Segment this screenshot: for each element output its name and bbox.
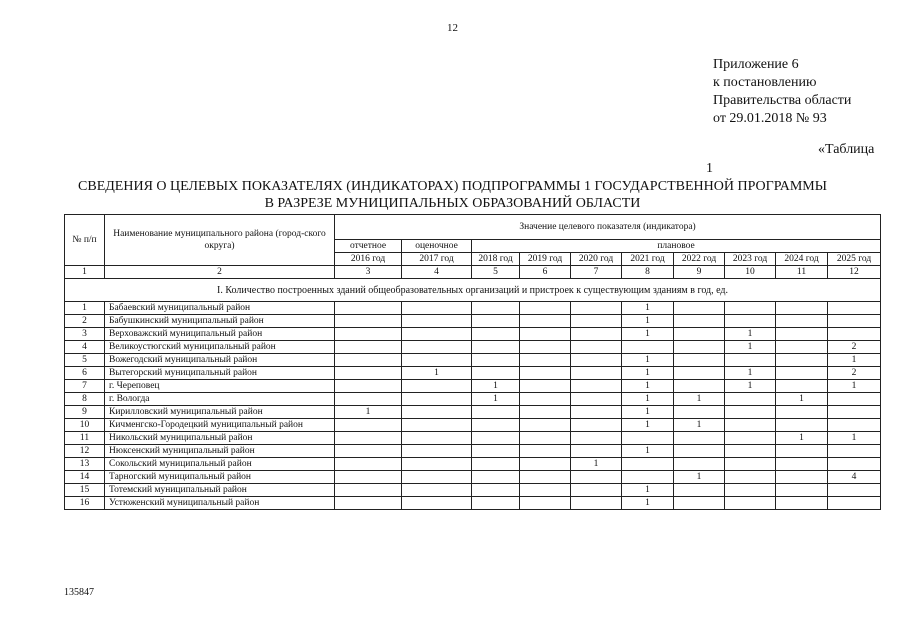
value-cell (402, 497, 472, 510)
value-cell: 1 (776, 393, 828, 406)
value-cell (776, 367, 828, 380)
row-number: 13 (65, 458, 105, 471)
value-cell (472, 406, 520, 419)
document-code: 135847 (64, 587, 94, 598)
value-cell (335, 367, 402, 380)
value-cell: 1 (622, 367, 674, 380)
value-cell (571, 380, 622, 393)
value-cell (335, 302, 402, 315)
appendix-block (713, 56, 851, 128)
row-number: 12 (65, 445, 105, 458)
value-cell (725, 354, 776, 367)
value-cell (402, 432, 472, 445)
value-cell (571, 354, 622, 367)
value-cell: 1 (725, 380, 776, 393)
header-district-name: Наименование муниципального района (город-ского округа) (105, 215, 335, 266)
value-cell (402, 484, 472, 497)
value-cell: 1 (622, 302, 674, 315)
value-cell (335, 471, 402, 484)
header-estimated: оценочное (402, 240, 472, 253)
value-cell (725, 406, 776, 419)
district-name: Вытегорский муниципальный район (105, 367, 335, 380)
value-cell (571, 419, 622, 432)
value-cell: 2 (828, 367, 881, 380)
value-cell (402, 445, 472, 458)
value-cell (725, 484, 776, 497)
value-cell (571, 315, 622, 328)
value-cell (674, 341, 725, 354)
value-cell: 1 (622, 315, 674, 328)
value-cell (674, 458, 725, 471)
value-cell: 2 (828, 341, 881, 354)
value-cell (622, 458, 674, 471)
value-cell (472, 471, 520, 484)
value-cell: 1 (674, 419, 725, 432)
value-cell (674, 367, 725, 380)
value-cell (674, 406, 725, 419)
table-row (65, 406, 881, 419)
value-cell (335, 419, 402, 432)
value-cell: 1 (725, 328, 776, 341)
value-cell (520, 354, 571, 367)
value-cell (828, 315, 881, 328)
value-cell (674, 484, 725, 497)
row-number: 4 (65, 341, 105, 354)
district-name: Бабушкинский муниципальный район (105, 315, 335, 328)
header-column-number: 8 (622, 266, 674, 279)
value-cell (674, 497, 725, 510)
value-cell (725, 471, 776, 484)
row-number: 11 (65, 432, 105, 445)
table-row (65, 445, 881, 458)
header-year: 2025 год (828, 253, 881, 266)
value-cell (335, 497, 402, 510)
value-cell: 1 (622, 406, 674, 419)
value-cell (776, 484, 828, 497)
row-number: 6 (65, 367, 105, 380)
value-cell (571, 341, 622, 354)
indicators-table (64, 214, 881, 510)
header-column-numbers-row (65, 266, 881, 279)
value-cell (335, 445, 402, 458)
value-cell (674, 302, 725, 315)
table-row (65, 328, 881, 341)
value-cell: 1 (828, 380, 881, 393)
header-column-number: 1 (65, 266, 105, 279)
value-cell (674, 445, 725, 458)
table-row (65, 419, 881, 432)
table-row (65, 302, 881, 315)
table-row (65, 341, 881, 354)
value-cell (335, 432, 402, 445)
value-cell (520, 471, 571, 484)
header-column-number: 7 (571, 266, 622, 279)
value-cell (520, 484, 571, 497)
value-cell: 1 (571, 458, 622, 471)
value-cell (402, 458, 472, 471)
value-cell (520, 393, 571, 406)
header-column-number: 3 (335, 266, 402, 279)
district-name: Тарногский муниципальный район (105, 471, 335, 484)
table-row (65, 380, 881, 393)
value-cell (776, 458, 828, 471)
value-cell (776, 315, 828, 328)
value-cell (776, 445, 828, 458)
header-indicator-value: Значение целевого показателя (индикатора) (335, 215, 881, 240)
value-cell (520, 406, 571, 419)
value-cell (725, 432, 776, 445)
row-number: 5 (65, 354, 105, 367)
value-cell (402, 302, 472, 315)
value-cell (725, 393, 776, 406)
header-column-number: 10 (725, 266, 776, 279)
value-cell: 1 (828, 432, 881, 445)
row-number: 10 (65, 419, 105, 432)
value-cell (520, 380, 571, 393)
value-cell (674, 354, 725, 367)
value-cell (472, 432, 520, 445)
district-name: г. Вологда (105, 393, 335, 406)
row-number: 3 (65, 328, 105, 341)
value-cell (472, 354, 520, 367)
value-cell: 1 (402, 367, 472, 380)
value-cell (776, 471, 828, 484)
table-row (65, 471, 881, 484)
value-cell (520, 328, 571, 341)
value-cell (335, 315, 402, 328)
value-cell (520, 419, 571, 432)
district-name: Великоустюгский муниципальный район (105, 341, 335, 354)
value-cell (674, 432, 725, 445)
value-cell (402, 354, 472, 367)
value-cell: 1 (622, 380, 674, 393)
value-cell (622, 432, 674, 445)
value-cell (472, 458, 520, 471)
value-cell (725, 458, 776, 471)
value-cell (335, 380, 402, 393)
value-cell (674, 328, 725, 341)
value-cell: 1 (776, 432, 828, 445)
value-cell (472, 328, 520, 341)
value-cell (571, 302, 622, 315)
value-cell (725, 445, 776, 458)
district-name: Вожегодский муниципальный район (105, 354, 335, 367)
value-cell: 1 (622, 484, 674, 497)
value-cell (520, 445, 571, 458)
table-row (65, 497, 881, 510)
table-row (65, 315, 881, 328)
appendix-line: к постановлению (713, 75, 817, 90)
value-cell (335, 354, 402, 367)
value-cell: 1 (725, 341, 776, 354)
value-cell (520, 341, 571, 354)
value-cell (571, 328, 622, 341)
value-cell (776, 497, 828, 510)
document-title (0, 178, 905, 212)
title-line: В РАЗРЕЗЕ МУНИЦИПАЛЬНЫХ ОБРАЗОВАНИЙ ОБЛАСТИ (264, 196, 641, 211)
value-cell (776, 354, 828, 367)
value-cell (674, 380, 725, 393)
value-cell (571, 484, 622, 497)
value-cell (472, 484, 520, 497)
value-cell (674, 315, 725, 328)
value-cell: 1 (472, 393, 520, 406)
value-cell (472, 445, 520, 458)
value-cell (776, 328, 828, 341)
value-cell (520, 497, 571, 510)
value-cell (571, 406, 622, 419)
district-name: Тотемский муниципальный район (105, 484, 335, 497)
value-cell (828, 393, 881, 406)
value-cell (828, 328, 881, 341)
value-cell (725, 419, 776, 432)
value-cell: 1 (674, 471, 725, 484)
header-year: 2021 год (622, 253, 674, 266)
row-number: 15 (65, 484, 105, 497)
page-number: 12 (447, 22, 458, 34)
value-cell: 1 (622, 328, 674, 341)
value-cell (402, 406, 472, 419)
value-cell (335, 341, 402, 354)
header-column-number: 2 (105, 266, 335, 279)
value-cell (335, 484, 402, 497)
value-cell (622, 471, 674, 484)
header-year: 2023 год (725, 253, 776, 266)
header-year: 2017 год (402, 253, 472, 266)
value-cell (828, 419, 881, 432)
value-cell (402, 471, 472, 484)
row-number: 7 (65, 380, 105, 393)
value-cell (571, 497, 622, 510)
header-year: 2020 год (571, 253, 622, 266)
value-cell (776, 341, 828, 354)
value-cell (622, 341, 674, 354)
appendix-line: от 29.01.2018 № 93 (713, 111, 827, 126)
table-row (65, 354, 881, 367)
value-cell (472, 341, 520, 354)
value-cell: 1 (472, 380, 520, 393)
section-row (65, 279, 881, 302)
header-column-number: 12 (828, 266, 881, 279)
table-label: «Таблица (818, 142, 875, 157)
value-cell: 1 (622, 393, 674, 406)
row-number: 16 (65, 497, 105, 510)
value-cell (520, 302, 571, 315)
row-number: 14 (65, 471, 105, 484)
header-column-number: 11 (776, 266, 828, 279)
value-cell (776, 406, 828, 419)
value-cell: 1 (828, 354, 881, 367)
appendix-line: Приложение 6 (713, 57, 799, 72)
district-name: Кичменгско-Городецкий муниципальный район (105, 419, 335, 432)
header-year: 2024 год (776, 253, 828, 266)
header-year: 2019 год (520, 253, 571, 266)
appendix-line: Правительства области (713, 93, 852, 108)
value-cell (335, 328, 402, 341)
table-row (65, 458, 881, 471)
value-cell (725, 315, 776, 328)
header-year: 2016 год (335, 253, 402, 266)
district-name: Устюженский муниципальный район (105, 497, 335, 510)
value-cell (828, 484, 881, 497)
value-cell: 1 (622, 445, 674, 458)
header-number: № п/п (65, 215, 105, 266)
row-number: 8 (65, 393, 105, 406)
district-name: Бабаевский муниципальный район (105, 302, 335, 315)
value-cell (402, 393, 472, 406)
table-row (65, 432, 881, 445)
header-column-number: 6 (520, 266, 571, 279)
value-cell (472, 367, 520, 380)
header-column-number: 9 (674, 266, 725, 279)
value-cell (725, 302, 776, 315)
value-cell (472, 315, 520, 328)
value-cell (402, 328, 472, 341)
value-cell (472, 497, 520, 510)
value-cell (776, 380, 828, 393)
district-name: Сокольский муниципальный район (105, 458, 335, 471)
value-cell (828, 497, 881, 510)
value-cell (828, 458, 881, 471)
value-cell (725, 497, 776, 510)
value-cell (472, 419, 520, 432)
value-cell: 1 (725, 367, 776, 380)
header-reported: отчетное (335, 240, 402, 253)
value-cell (335, 393, 402, 406)
header-column-number: 5 (472, 266, 520, 279)
district-name: Никольский муниципальный район (105, 432, 335, 445)
value-cell (828, 406, 881, 419)
value-cell (828, 302, 881, 315)
title-line: СВЕДЕНИЯ О ЦЕЛЕВЫХ ПОКАЗАТЕЛЯХ (ИНДИКАТОРАХ) ПОДПРОГРАММЫ 1 ГОСУДАРСТВЕННОЙ ПРОГРАММЫ (78, 179, 827, 194)
district-name: г. Череповец (105, 380, 335, 393)
value-cell (776, 302, 828, 315)
row-number: 1 (65, 302, 105, 315)
value-cell: 1 (622, 354, 674, 367)
table-row (65, 393, 881, 406)
district-name: Кирилловский муниципальный район (105, 406, 335, 419)
value-cell (335, 458, 402, 471)
value-cell: 1 (335, 406, 402, 419)
value-cell (571, 471, 622, 484)
value-cell (571, 445, 622, 458)
table-row (65, 484, 881, 497)
row-number: 9 (65, 406, 105, 419)
value-cell (472, 302, 520, 315)
value-cell (776, 419, 828, 432)
value-cell (402, 380, 472, 393)
value-cell (571, 432, 622, 445)
value-cell (520, 315, 571, 328)
section-title: I. Количество построенных зданий общеобразовательных организаций и пристроек к существующим зданиям в год, ед. (65, 279, 881, 302)
header-year: 2018 год (472, 253, 520, 266)
district-name: Верховажский муниципальный район (105, 328, 335, 341)
row-number: 2 (65, 315, 105, 328)
value-cell (402, 315, 472, 328)
value-cell (520, 432, 571, 445)
table-number: 1 (706, 161, 713, 176)
header-year: 2022 год (674, 253, 725, 266)
value-cell (571, 393, 622, 406)
value-cell: 1 (622, 497, 674, 510)
district-name: Нюксенский муниципальный район (105, 445, 335, 458)
header-column-number: 4 (402, 266, 472, 279)
value-cell (828, 445, 881, 458)
value-cell: 1 (622, 419, 674, 432)
table-row (65, 367, 881, 380)
header-planned: плановое (472, 240, 881, 253)
value-cell (402, 419, 472, 432)
value-cell (520, 367, 571, 380)
value-cell (571, 367, 622, 380)
value-cell: 4 (828, 471, 881, 484)
value-cell (402, 341, 472, 354)
value-cell (520, 458, 571, 471)
value-cell: 1 (674, 393, 725, 406)
